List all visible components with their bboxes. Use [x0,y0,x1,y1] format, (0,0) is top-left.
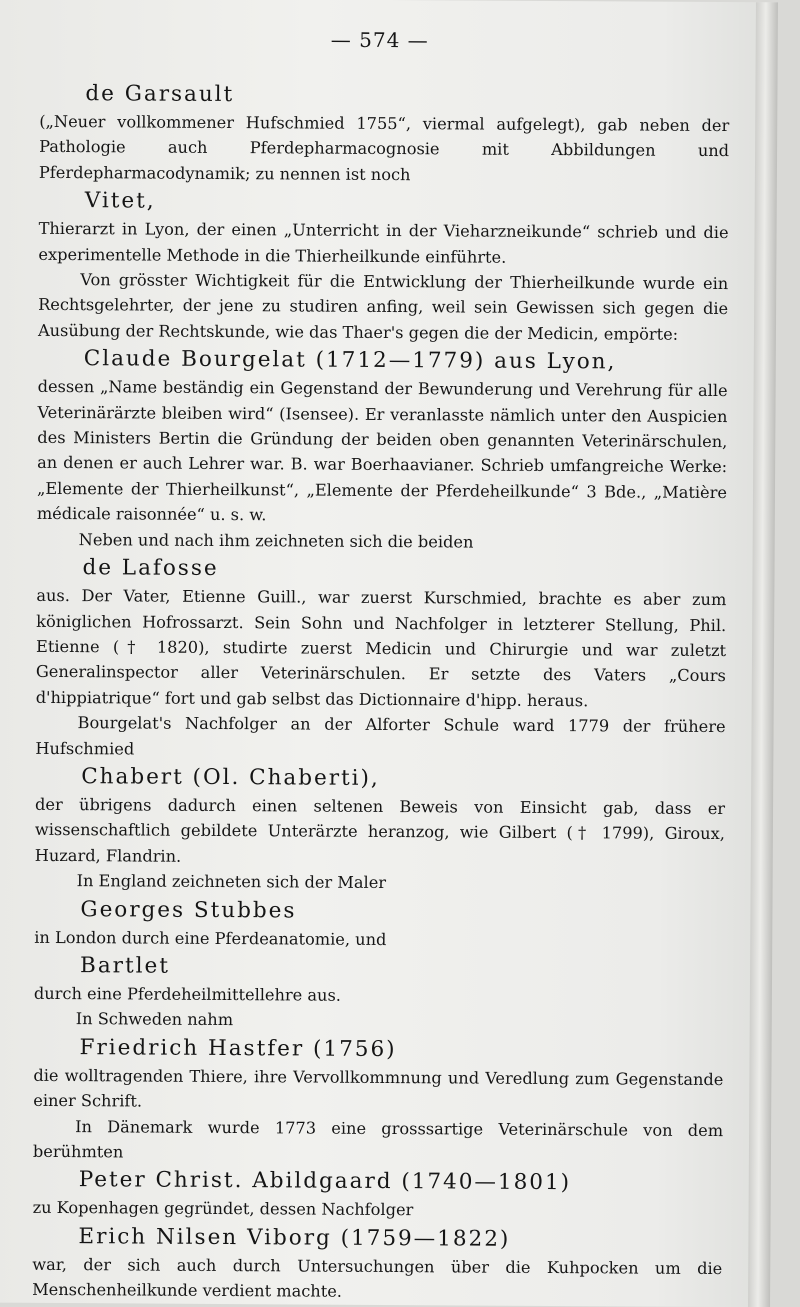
person-name-heading: Peter Christ. Abildgaard (1740—1801) [78,1167,572,1196]
paragraph: war, der sich auch durch Untersuchungen über die Kuhpocken um die Menschenheilkunde verdient machte. [32,1254,723,1301]
paragraph: dessen „Name beständig ein Gegenstand der Bewunderung und Verehrung für alle Veterinärärzte bleiben wird“ (Isensee). Er veranlasste nämlich unter den Auspicien des Ministers Bertin die Gründung der beiden oben genannten Veterinärschulen, an denen er auch Lehrer war. B. war Boerhaavianer. Schrieb umfangreiche Werke: „Elemente der Thierheilkunst“, „Elemente der Pferdeheilkunde“ 3 Bde., „Matière médicale raisonnée“ u. s. w. [36,377,728,525]
paragraph: In Schweden nahm [75,1009,234,1030]
person-name-heading: Bartlet [80,953,170,979]
paragraph: die wolltragenden Thiere, ihre Vervollkommnung und Veredlung zum Gegenstande einer Schrift. [33,1065,724,1111]
paragraph: in London durch eine Pferdeanatomie, und [34,927,387,949]
person-name-heading: Claude Bourgelat (1712—1779) aus Lyon, [83,346,617,375]
paragraph: Von grösster Wichtigkeit für die Entwicklung der Thierheilkunde wurde ein Rechtsgelehrter, der jene zu studiren anfing, weil sein Gewissen sich gegen die Ausübung der Rechtskunde, wie das Thaer's gegen die der Medicin, empörte: [37,270,729,344]
person-name-heading: Georges Stubbes [80,896,297,924]
paragraph: Bourgelat's Nachfolger an der Alforter Schule ward 1779 der frühere Hufschmied [35,713,726,758]
paragraph: der übrigens dadurch einen seltenen Beweis von Einsicht gab, dass er wissenschaftlich gebildete Unterärzte heranzog, wie Gilbert († 1799), Giroux, Huzard, Flandrin. [34,794,726,866]
person-name-heading: Vitet, [84,188,156,214]
paragraph: aus. Der Vater, Etienne Guill., war zuerst Kurschmied, brachte es aber zum königlichen Hofrossarzt. Sein Sohn und Nachfolger in letzterer Stellung, Phil. Etienne († 1820), studirte zuerst Medicin und Chirurgie und war zuletzt Generalinspector aller Veterinärschulen. Er setzte des Vaters „Cours d'hippiatrique“ fort und gab selbst das Dictionnaire d'hipp. heraus. [35,585,727,710]
paragraph: zu Kopenhagen gegründet, dessen Nachfolger [32,1198,414,1220]
person-name-heading: Erich Nilsen Viborg (1759—1822) [78,1223,511,1252]
page-number: — 574 — [330,27,429,53]
page-spine-shadow [748,2,778,1307]
person-name-heading: Chabert (Ol. Chaberti), [81,764,380,791]
person-name-heading: de Garsault [85,81,235,108]
paragraph: („Neuer vollkommener Hufschmied 1755“, viermal aufgelegt), gab neben der Pathologie auch Pferdepharmacognosie mit Abbildungen und Pferdepharmacodynamik; zu nennen ist noch [38,111,730,184]
paragraph: Thierarzt in Lyon, der einen „Unterricht in der Vieharzneikunde“ schrieb und die experimentelle Methode in die Thierheilkunde einführte. [38,219,729,267]
paragraph: Neben und nach ihm zeichneten sich die beiden [78,529,474,552]
paragraph: durch eine Pferdeheilmittellehre aus. [33,983,342,1005]
paragraph: In England zeichneten sich der Maler [76,871,387,893]
person-name-heading: Friedrich Hastfer (1756) [79,1034,397,1062]
person-name-heading: de Lafosse [82,555,219,582]
page-body [32,78,729,1307]
paragraph: In Dänemark wurde 1773 eine grosssartige Veterinärschule von dem berühmten [32,1116,724,1162]
